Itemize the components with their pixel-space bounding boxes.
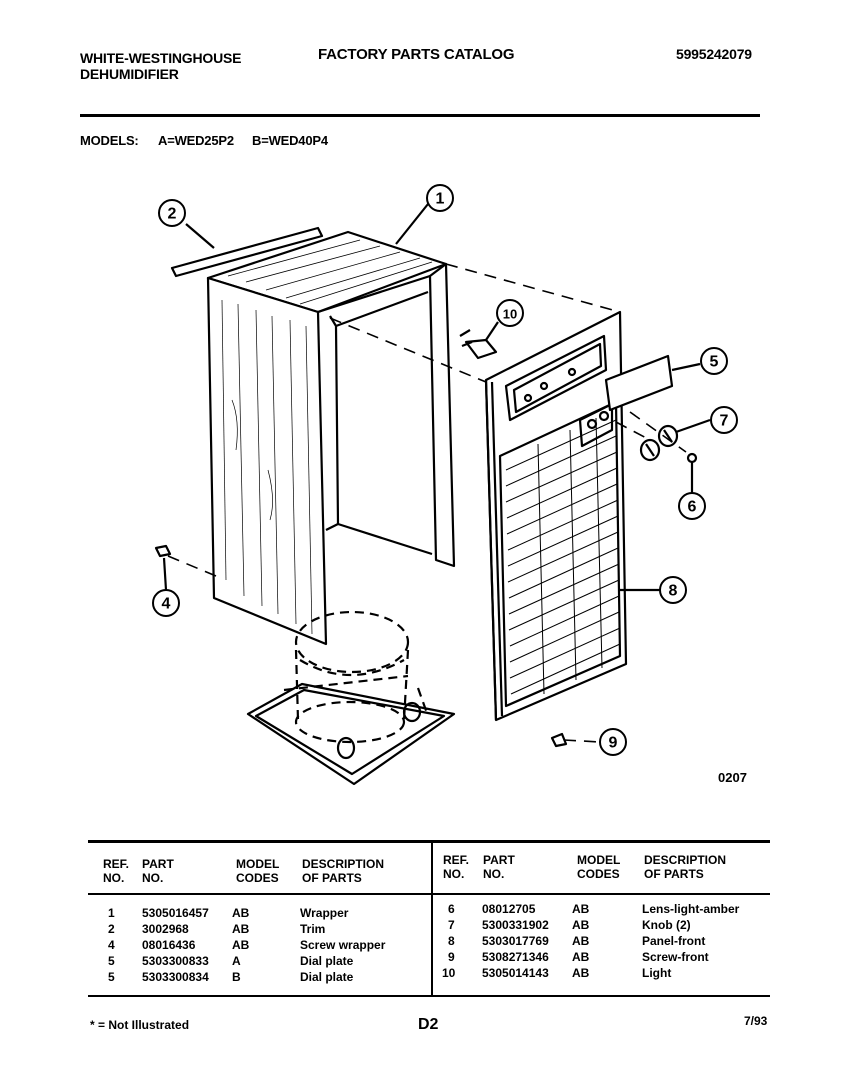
model-b: B=WED40P4 <box>252 133 328 148</box>
catalog-title: FACTORY PARTS CATALOG <box>318 46 515 63</box>
table-header-rule <box>88 893 770 895</box>
callout-label-7: 7 <box>719 412 729 430</box>
page-number: D2 <box>418 1016 439 1033</box>
callout-label-9: 9 <box>608 734 618 752</box>
header-part-left: PART NO. <box>142 857 174 885</box>
callout-label-10: 10 <box>502 306 518 322</box>
callout-label-2: 2 <box>167 205 177 223</box>
product-name: DEHUMIDIFIER <box>80 66 179 82</box>
catalog-date: 7/93 <box>744 1014 768 1028</box>
header-desc-right: DESCRIPTION OF PARTS <box>644 853 727 881</box>
screw-wrapper <box>156 546 170 556</box>
models-label: MODELS: <box>80 133 139 148</box>
not-illustrated-note: * = Not Illustrated <box>90 1018 190 1032</box>
header-code-left: MODEL CODES <box>236 857 280 885</box>
front-panel <box>486 312 626 720</box>
screw-front <box>552 734 566 746</box>
catalog-number: 5995242079 <box>676 46 752 62</box>
header-part-right: PART NO. <box>483 853 515 881</box>
callout-label-6: 6 <box>687 498 697 516</box>
table-bottom-rule <box>88 995 770 997</box>
header-code-right: MODEL CODES <box>577 853 621 881</box>
header-ref-right: REF. NO. <box>443 853 470 881</box>
drawing-number: 0207 <box>718 770 747 785</box>
lens-light <box>688 454 696 462</box>
callout-label-4: 4 <box>161 595 171 613</box>
callout-label-5: 5 <box>709 353 719 371</box>
header-desc-left: DESCRIPTION OF PARTS <box>302 857 385 885</box>
table-top-rule <box>88 840 770 843</box>
callout-label-8: 8 <box>668 582 678 600</box>
table-divider <box>431 842 433 996</box>
brand-name: WHITE-WESTINGHOUSE <box>80 50 242 66</box>
header-ref-left: REF. NO. <box>103 857 130 885</box>
model-a: A=WED25P2 <box>158 133 234 148</box>
callout-label-1: 1 <box>435 190 445 208</box>
